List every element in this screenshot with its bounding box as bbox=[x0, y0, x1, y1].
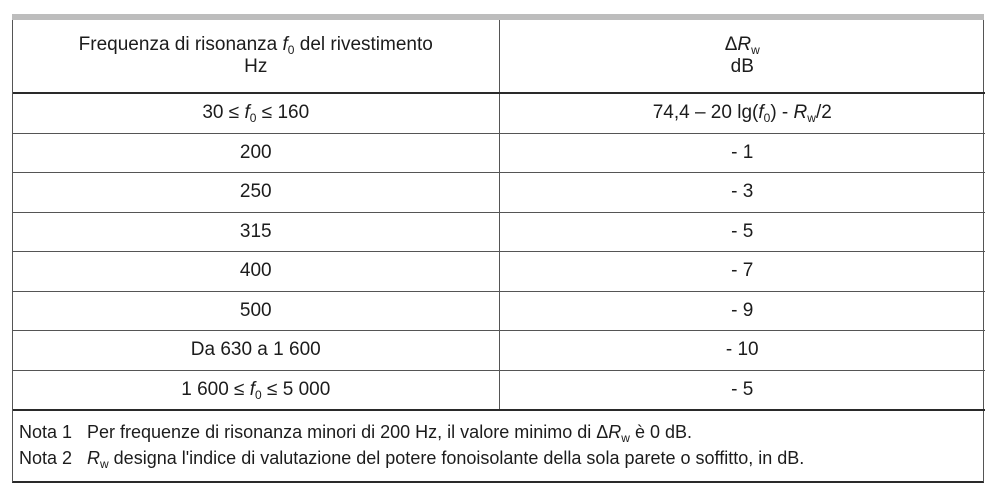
note-label: Nota 2 bbox=[19, 448, 73, 468]
value-text-3: /2 bbox=[815, 102, 832, 124]
freq-f-symbol: f bbox=[249, 378, 256, 400]
value-r-sub: w bbox=[807, 111, 816, 126]
header-frequency-text-2: del rivestimento bbox=[294, 34, 433, 55]
value-f-symbol: f bbox=[758, 102, 764, 124]
note-delta-symbol: Δ bbox=[596, 422, 609, 442]
header-r-sub: w bbox=[751, 43, 760, 57]
value-r-symbol: R bbox=[793, 102, 808, 124]
note-text: designa l'indice di valutazione del potere fonoisolante della sola parete o soffitto, in dB. bbox=[108, 448, 805, 468]
table-row bbox=[13, 291, 985, 331]
freq-f-symbol: f bbox=[244, 102, 250, 124]
value-text: 74,4 – 20 lg( bbox=[652, 102, 759, 124]
row-frequency bbox=[13, 93, 499, 133]
row-frequency: 315 bbox=[13, 212, 499, 252]
document-table-container bbox=[12, 14, 984, 483]
note-2 bbox=[19, 445, 977, 471]
note-text-2: è 0 dB. bbox=[629, 422, 692, 442]
row-value: - 5 bbox=[499, 370, 985, 410]
table-row bbox=[13, 93, 985, 133]
row-frequency: 250 bbox=[13, 173, 499, 213]
row-value: - 9 bbox=[499, 291, 985, 331]
row-value: - 5 bbox=[499, 212, 985, 252]
row-value: - 10 bbox=[499, 331, 985, 371]
row-value: - 7 bbox=[499, 252, 985, 292]
table-row bbox=[13, 133, 985, 173]
table-header-row bbox=[13, 20, 985, 93]
value-f-sub: 0 bbox=[763, 111, 771, 126]
freq-text: 1 600 ≤ bbox=[181, 378, 250, 400]
row-value bbox=[499, 93, 985, 133]
header-f-sub: 0 bbox=[287, 43, 295, 57]
table-notes bbox=[12, 411, 984, 483]
table-row bbox=[13, 252, 985, 292]
header-frequency-text: Frequenza di risonanza bbox=[78, 34, 283, 55]
freq-text-2: ≤ 160 bbox=[256, 102, 310, 124]
table-row bbox=[13, 212, 985, 252]
note-r-symbol: R bbox=[608, 422, 622, 442]
note-1 bbox=[19, 419, 977, 445]
row-frequency: Da 630 a 1 600 bbox=[13, 331, 499, 371]
freq-text: 30 ≤ bbox=[202, 102, 245, 124]
freq-text-2: ≤ 5 000 bbox=[261, 378, 331, 400]
table-row bbox=[13, 173, 985, 213]
table-frame bbox=[12, 20, 984, 411]
note-r-sub: w bbox=[100, 457, 109, 471]
resonance-table bbox=[13, 20, 985, 411]
header-delta-unit: dB bbox=[730, 56, 754, 77]
note-r-symbol: R bbox=[87, 448, 100, 468]
table-row bbox=[13, 331, 985, 371]
header-r-symbol: R bbox=[737, 34, 752, 55]
row-value: - 1 bbox=[499, 133, 985, 173]
header-frequency bbox=[13, 20, 499, 93]
row-frequency bbox=[13, 370, 499, 410]
note-label: Nota 1 bbox=[19, 422, 73, 442]
header-delta-symbol: Δ bbox=[724, 34, 738, 55]
value-text-2: ) - bbox=[770, 102, 794, 124]
header-f-symbol: f bbox=[282, 34, 288, 55]
freq-f-sub: 0 bbox=[249, 111, 257, 126]
row-frequency: 400 bbox=[13, 252, 499, 292]
freq-f-sub: 0 bbox=[255, 387, 262, 402]
row-frequency: 500 bbox=[13, 291, 499, 331]
note-text: Per frequenze di risonanza minori di 200 Hz, il valore minimo di bbox=[87, 422, 597, 442]
table-row bbox=[13, 370, 985, 410]
header-frequency-unit: Hz bbox=[244, 56, 268, 77]
row-frequency: 200 bbox=[13, 133, 499, 173]
row-value: - 3 bbox=[499, 173, 985, 213]
note-r-sub: w bbox=[621, 431, 630, 445]
header-delta-rw bbox=[499, 20, 985, 93]
